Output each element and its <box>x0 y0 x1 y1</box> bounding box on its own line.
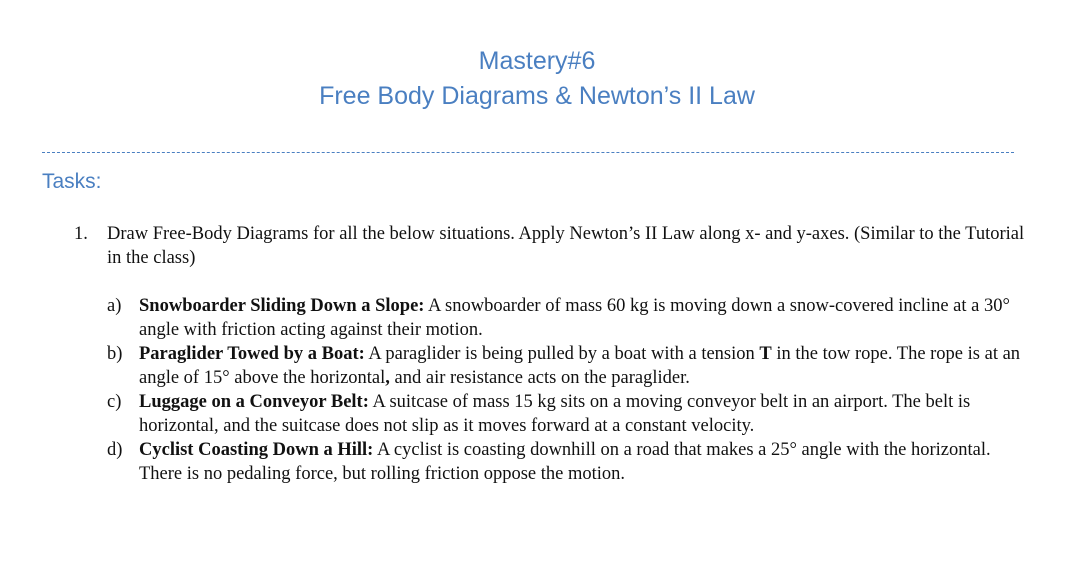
subitem-text: A snowboarder of mass 60 kg is moving down a snow-covered incline at a 30° angle with friction acting against their motion. <box>139 296 1010 340</box>
subitem-list <box>107 294 1027 486</box>
task-text: Draw Free-Body Diagrams for all the below situations. Apply Newton’s II Law along x- and y-axes. (Similar to the Tutorial in the class) <box>107 224 1025 268</box>
task-item-1 <box>74 222 1034 270</box>
tension-symbol: T <box>759 344 772 364</box>
subitem-c <box>107 390 1027 438</box>
subitem-text: A suitcase of mass 15 kg sits on a moving conveyor belt in an airport. The belt is horizontal, and the suitcase does not slip as it moves forward at a constant velocity. <box>139 392 971 436</box>
title-line-2: Free Body Diagrams & Newton’s II Law <box>319 82 755 110</box>
title-line-1: Mastery#6 <box>478 47 596 75</box>
subitem-title: Luggage on a Conveyor Belt: <box>139 392 369 412</box>
task-number: 1. <box>74 224 88 244</box>
subitem-marker: a) <box>107 296 122 316</box>
subitem-text: in the tow rope. The rope is at an angle of 15° above the horizontal <box>139 344 1021 388</box>
section-heading: Tasks: <box>42 170 102 193</box>
subitem-text: A cyclist is coasting downhill on a road that makes a 25° angle with the horizontal. There is no pedaling force, but rolling friction oppose the motion. <box>139 440 991 484</box>
bold-comma: , <box>385 368 390 388</box>
subitem-marker: d) <box>107 440 123 460</box>
document-title <box>0 44 1074 114</box>
dashed-divider <box>42 152 1014 153</box>
subitem-text: and air resistance acts on the paraglider. <box>389 368 690 388</box>
subitem-a <box>107 294 1027 342</box>
subitem-title: Cyclist Coasting Down a Hill: <box>139 440 374 460</box>
subitem-marker: c) <box>107 392 122 412</box>
subitem-title: Paraglider Towed by a Boat: <box>139 344 365 364</box>
subitem-title: Snowboarder Sliding Down a Slope: <box>139 296 425 316</box>
subitem-d <box>107 438 1027 486</box>
subitem-b <box>107 342 1027 390</box>
subitem-marker: b) <box>107 344 123 364</box>
subitem-text: A paraglider is being pulled by a boat with a tension <box>364 344 760 364</box>
